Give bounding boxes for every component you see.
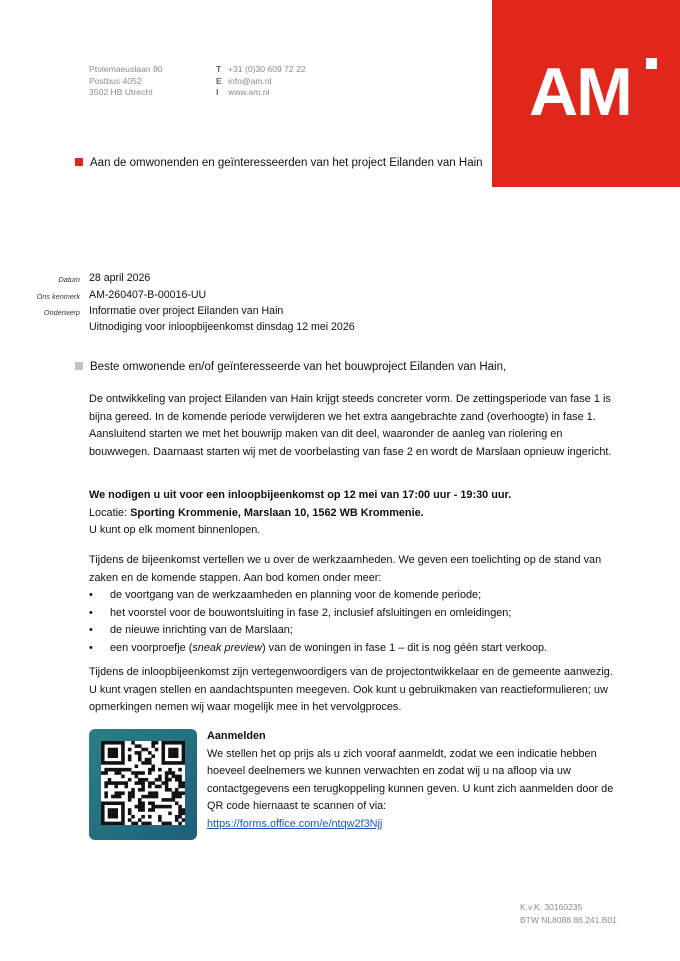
vat-number: BTW NL8088.86.241.B01 — [520, 914, 617, 925]
website: www.am.nl — [228, 87, 270, 97]
register-text: We stellen het op prijs als u zich vooraf aanmeldt, zodat we een indicatie hebben hoeveel deelnemers we kunnen verwachten en zodat wij u na afloop via uw contactgegevens een terugkoppeling kunnen geven. U kunt zich aanmelden door de QR code hiernaast te scannen of via: — [207, 747, 614, 813]
location-value: Sporting Krommenie, Marslaan 10, 1562 WB Krommenie. — [130, 506, 424, 519]
paragraph-text: Tijdens de inloopbijeenkomst zijn vertegenwoordigers van de projectontwikkelaar en de gemeente aanwezig. U kunt vragen stellen en aandachtspunten meegeven. Ook kunt u gebruikmaken van reactieformulieren; uw opmerkingen nemen wij waar mogelijk mee in het vervolgproces. — [89, 666, 613, 714]
location-line — [89, 505, 614, 523]
logo-text: AM — [529, 54, 631, 130]
date-label: Datum — [58, 275, 80, 284]
agenda-block — [89, 552, 614, 658]
reference-label: Ons kenmerk — [36, 292, 80, 301]
walk-in-line: U kunt op elk moment binnenlopen. — [89, 524, 261, 537]
register-block — [207, 728, 617, 834]
bullet-item — [89, 640, 614, 658]
sender-contact — [216, 64, 306, 99]
bullet-text: ) van de woningen in fase 1 – dit is nog géén start verkoop. — [261, 641, 548, 654]
contact-key: I — [216, 87, 219, 97]
subject-line-2: Uitnodiging voor inloopbijeenkomst dinsdag 12 mei 2026 — [89, 321, 355, 333]
invitation-block — [89, 487, 614, 540]
bullet-item: • de nieuwe inrichting van de Marslaan; — [89, 622, 614, 640]
subject-line-1: Informatie over project Eilanden van Hain — [89, 305, 284, 317]
address-line: Ptolemaeuslaan 80 — [89, 64, 163, 74]
address-line: 3502 HB Utrecht — [89, 87, 153, 97]
paragraph-representatives — [89, 664, 614, 717]
date-value: 28 april 2026 — [89, 272, 151, 284]
subject-label: Onderwerp — [43, 308, 80, 317]
register-link[interactable]: https://forms.office.com/e/ntqw2f3Njj — [207, 817, 383, 830]
paragraph-text: De ontwikkeling van project Eilanden van Hain krijgt steeds concreter vorm. De zettingsperiode van fase 1 is bijna gereed. In de komende periode verwijderen we het extra aangebrachte zand (overhoogte) in fase 1. Aansluitend starten we met het bouwrijp maken van dit deel, waaronder de aanleg van riolering en bouwwegen. Daarnaast starten wij met de voorbelasting van fase 2 en wordt de Marslaan opnieuw ingericht. — [89, 393, 612, 458]
addressee — [75, 157, 483, 169]
sender-address — [89, 64, 163, 99]
invitation-line: We nodigen u uit voor een inloopbijeenkomst op 12 mei van 17:00 uur - 19:30 uur. — [89, 489, 512, 501]
agenda-intro: Tijdens de bijeenkomst vertellen we u over de werkzaamheden. We geven een toelichting op de stand van zaken en de komende stappen. Aan bod komen onder meer: — [89, 554, 602, 584]
bullet-text: een voorproefje ( — [110, 641, 193, 654]
salutation — [75, 361, 506, 373]
company-footer — [520, 901, 617, 926]
red-square-icon — [75, 158, 83, 166]
bullet-item: • de voortgang van de werkzaamheden en planning voor de komende periode; — [89, 587, 614, 605]
address-line: Postbus 4052 — [89, 75, 142, 86]
qr-code-image — [101, 741, 185, 825]
qr-pattern — [101, 741, 185, 825]
bullet-item: • het voorstel voor de bouwontsluiting in fase 2, inclusief afsluitingen en omleidingen; — [89, 605, 614, 623]
salutation-text: Beste omwonende en/of geïnteresseerde van het bouwproject Eilanden van Hain, — [90, 361, 507, 373]
reference-value: AM-260407-B-00016-UU — [89, 289, 207, 301]
phone-number: +31 (0)30 609 72 22 — [228, 64, 306, 74]
bullet-emphasis: sneak preview — [192, 641, 262, 654]
contact-key: E — [216, 75, 222, 86]
register-title: Aanmelden — [207, 730, 266, 742]
am-logo — [492, 0, 680, 187]
addressee-text: Aan de omwonenden en geïnteresseerden van het project Eilanden van Hain — [90, 157, 483, 169]
email-address: info@am.nl — [228, 75, 272, 86]
qr-code[interactable] — [89, 729, 197, 840]
gray-square-icon — [75, 362, 83, 370]
contact-key: T — [216, 64, 222, 74]
kvk-number: K.v.K. 30160235 — [520, 902, 583, 912]
location-label: Locatie: — [89, 506, 131, 519]
paragraph-intro — [89, 391, 614, 461]
logo-dot — [646, 58, 657, 69]
